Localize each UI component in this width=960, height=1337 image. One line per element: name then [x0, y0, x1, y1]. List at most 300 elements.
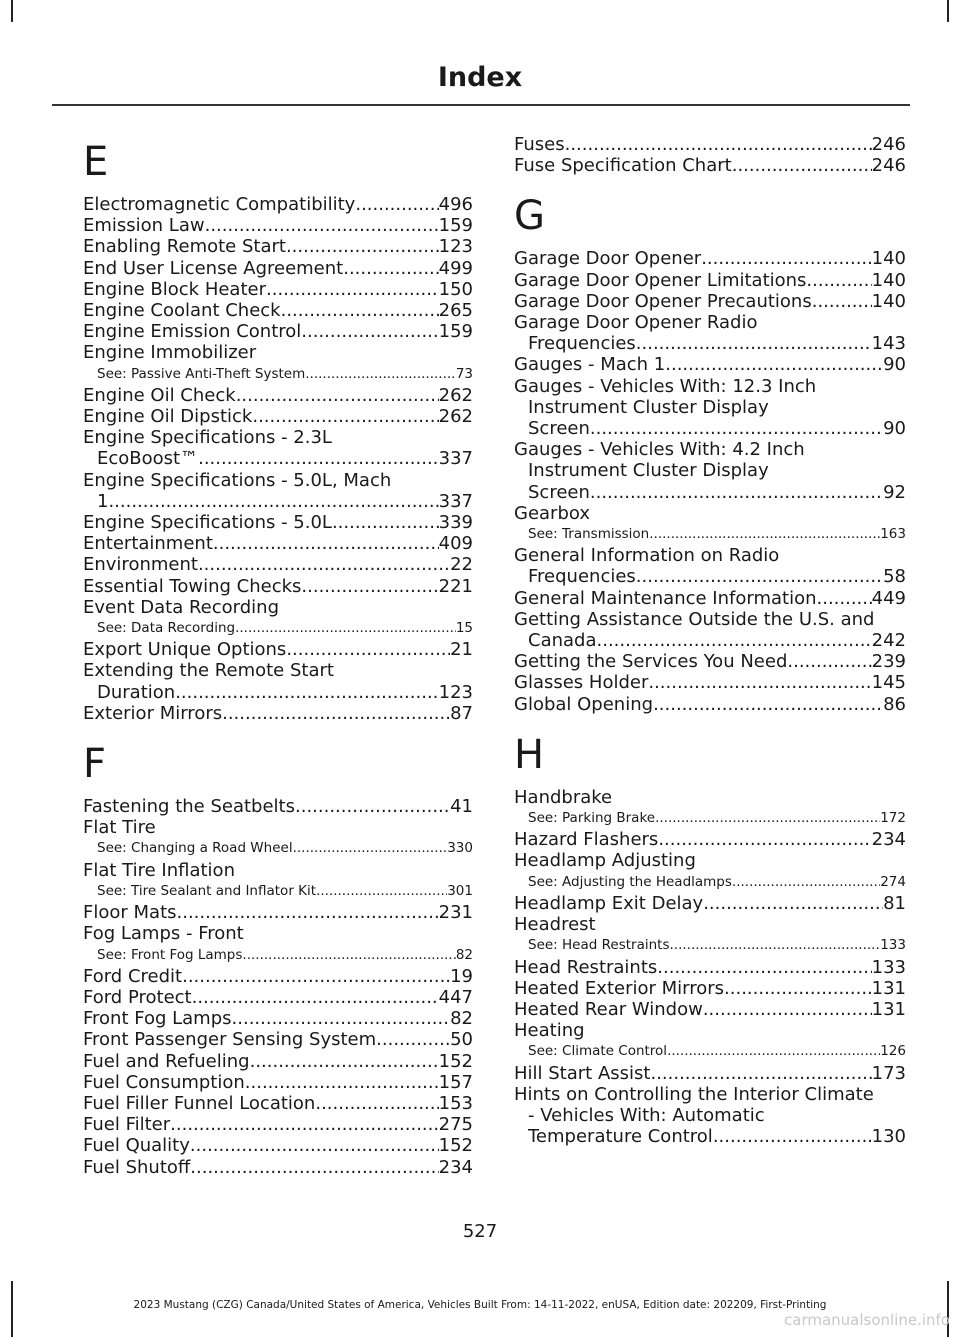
index-entry-text: Floor Mats — [83, 902, 177, 924]
index-entry-text: Screen — [528, 481, 590, 503]
index-entry — [514, 248, 906, 269]
index-entry-page: 41 — [450, 796, 473, 818]
see-text: See: Passive Anti-Theft System — [97, 365, 306, 382]
index-entry — [83, 1029, 473, 1050]
index-entry-page: 221 — [438, 575, 473, 597]
index-entry-line — [83, 406, 473, 427]
crop-mark-top-right — [947, 0, 949, 22]
index-entry — [83, 406, 473, 427]
leader-dots — [232, 1008, 451, 1029]
leader-dots — [667, 1041, 880, 1062]
index-entry-page: 499 — [438, 257, 473, 279]
index-entry-line — [83, 576, 473, 597]
index-entry-page: 92 — [883, 481, 906, 503]
index-entry-page: 262 — [438, 384, 473, 406]
index-entry — [514, 312, 906, 354]
index-entry-text: Canada — [528, 630, 597, 652]
leader-dots — [806, 270, 871, 291]
index-column-left — [83, 134, 473, 1178]
index-entry-line — [83, 1114, 473, 1135]
index-entry — [83, 639, 473, 660]
index-entry-page: 231 — [438, 902, 473, 924]
leader-dots — [650, 1063, 871, 1084]
index-entry — [83, 1093, 473, 1114]
index-entry-text: Engine Emission Control — [83, 321, 302, 343]
see-page: 301 — [447, 882, 473, 899]
index-entry-page: 265 — [438, 300, 473, 322]
index-entry — [514, 439, 906, 503]
index-entry-page: 449 — [871, 587, 906, 609]
leader-dots — [703, 999, 872, 1020]
index-entry-text: Exterior Mirrors — [83, 702, 223, 724]
index-entry-page: 157 — [438, 1071, 473, 1093]
index-entry-text: Entertainment — [83, 533, 213, 555]
leader-dots — [281, 300, 439, 321]
index-entry-line — [83, 279, 473, 300]
index-entry — [514, 1084, 906, 1148]
index-entry-line — [83, 533, 473, 554]
index-entry — [83, 703, 473, 724]
index-entry-text: Ford Protect — [83, 986, 192, 1008]
index-entry — [83, 300, 473, 321]
index-entry-text: General Information on Radio — [514, 545, 780, 567]
leader-dots — [332, 512, 439, 533]
index-entry — [83, 796, 473, 817]
index-entry-text: Garage Door Opener Radio — [514, 312, 758, 334]
leader-dots — [648, 672, 871, 693]
leader-dots — [376, 1029, 450, 1050]
index-entry-text: Ford Credit — [83, 965, 183, 987]
leader-dots — [343, 258, 438, 279]
index-entry-page: 339 — [438, 512, 473, 534]
leader-dots — [301, 321, 438, 342]
index-entry-line — [514, 1063, 906, 1084]
index-entry-page: 82 — [450, 1008, 473, 1030]
leader-dots — [295, 796, 450, 817]
index-entry-text: Hazard Flashers — [514, 829, 659, 851]
index-entry-text: Instrument Cluster Display — [528, 396, 769, 418]
index-entry-line — [514, 630, 906, 651]
index-entry-page: 130 — [871, 1126, 906, 1148]
index-entry — [514, 694, 906, 715]
index-entry — [83, 1135, 473, 1156]
leader-dots — [198, 448, 439, 469]
index-entry-page: 131 — [871, 998, 906, 1020]
index-entry-page: 50 — [450, 1029, 473, 1051]
index-entry-text: Fuel Shutoff — [83, 1156, 191, 1178]
index-entry-text: General Maintenance Information — [514, 587, 817, 609]
leader-dots — [817, 588, 872, 609]
index-entry — [514, 155, 906, 176]
index-entry-line — [514, 829, 906, 850]
see-page: 126 — [880, 1043, 906, 1060]
index-entry-page: 262 — [438, 406, 473, 428]
index-entry-page: 239 — [871, 651, 906, 673]
leader-dots — [590, 418, 883, 439]
index-entry-line — [83, 1029, 473, 1050]
leader-dots — [669, 935, 880, 956]
leader-dots — [316, 881, 447, 902]
index-entry — [83, 1072, 473, 1093]
leader-dots — [242, 945, 455, 966]
leader-dots — [657, 957, 871, 978]
index-entry-page: 90 — [883, 418, 906, 440]
index-entry — [83, 258, 473, 279]
index-entry-text: 1 — [97, 490, 109, 512]
index-entry — [83, 427, 473, 469]
index-entry-line — [514, 270, 906, 291]
crop-mark-top-left — [11, 0, 13, 22]
index-entry-page: 143 — [871, 333, 906, 355]
index-entry-text: Gauges - Mach 1 — [514, 354, 666, 376]
index-entry — [514, 651, 906, 672]
index-entry — [83, 987, 473, 1008]
index-entry — [514, 893, 906, 914]
index-entry — [83, 1157, 473, 1178]
index-see-reference — [514, 808, 906, 829]
index-entry-text: Global Opening — [514, 693, 654, 715]
index-entry — [514, 609, 906, 651]
leader-dots — [655, 808, 880, 829]
section-letter: H — [514, 731, 545, 778]
index-entry-page: 22 — [450, 554, 473, 576]
leader-dots — [732, 155, 872, 176]
index-entry-page: 58 — [883, 566, 906, 588]
leader-dots — [190, 1157, 438, 1178]
index-entry-text: Hill Start Assist — [514, 1062, 651, 1084]
index-entry-page: 140 — [871, 248, 906, 270]
index-see-reference — [514, 524, 906, 545]
index-entry — [83, 660, 473, 702]
leader-dots — [190, 1135, 439, 1156]
index-entry — [83, 533, 473, 554]
index-entry-line — [514, 694, 906, 715]
leader-dots — [286, 236, 439, 257]
index-entry — [83, 215, 473, 236]
index-entry-line — [83, 987, 473, 1008]
index-heading: Flat Tire — [83, 817, 156, 839]
index-entry — [83, 385, 473, 406]
index-entry-text: Engine Specifications - 2.3L — [83, 427, 332, 449]
index-entry-page: 275 — [438, 1114, 473, 1136]
index-entry — [83, 512, 473, 533]
index-entry-text: Garage Door Opener Precautions — [514, 290, 812, 312]
leader-dots — [713, 1126, 872, 1147]
see-page: 274 — [880, 873, 906, 890]
index-entry-page: 90 — [883, 354, 906, 376]
leader-dots — [222, 703, 450, 724]
index-entry — [514, 672, 906, 693]
index-entry-line — [83, 300, 473, 321]
index-entry-line — [83, 1093, 473, 1114]
index-entry-text: Temperature Control — [528, 1126, 713, 1148]
see-text: See: Parking Brake — [528, 810, 656, 827]
index-entry-text: Fuel Consumption — [83, 1071, 245, 1093]
index-entry — [514, 291, 906, 312]
leader-dots — [213, 533, 439, 554]
index-entry-line — [83, 1051, 473, 1072]
index-entry-text: Front Passenger Sensing System — [83, 1029, 377, 1051]
index-entry-page: 246 — [871, 134, 906, 155]
index-entry-text: Fuel Filter — [83, 1114, 171, 1136]
index-entry — [83, 236, 473, 257]
index-entry — [514, 957, 906, 978]
leader-dots — [732, 872, 880, 893]
index-entry-page: 159 — [438, 321, 473, 343]
index-entry-line — [514, 482, 906, 503]
index-entry-line — [83, 385, 473, 406]
page-number: 527 — [462, 1221, 498, 1242]
index-entry — [514, 588, 906, 609]
index-entry-line — [83, 258, 473, 279]
index-entry-page: 21 — [450, 639, 473, 661]
index-entry — [514, 829, 906, 850]
index-entry-text: Essential Towing Checks — [83, 575, 302, 597]
index-entry-text: Engine Specifications - 5.0L — [83, 512, 332, 534]
index-entry-text: Engine Block Heater — [83, 278, 266, 300]
index-entry-line — [514, 651, 906, 672]
leader-dots — [170, 1114, 438, 1135]
index-see-reference — [83, 881, 473, 902]
see-text: See: Changing a Road Wheel — [97, 840, 293, 857]
leader-dots — [192, 987, 439, 1008]
leader-dots — [198, 554, 450, 575]
leader-dots — [703, 893, 883, 914]
index-entry-page: 337 — [438, 448, 473, 470]
index-entry — [514, 270, 906, 291]
index-entry-text: Engine Oil Check — [83, 384, 236, 406]
index-entry-text: Fuse Specification Chart — [514, 155, 732, 177]
index-entry-line — [83, 796, 473, 817]
index-entry-text: Duration — [97, 681, 176, 703]
index-heading: Fog Lamps - Front — [83, 923, 244, 945]
index-entry-text: Fuel Filler Funnel Location — [83, 1092, 316, 1114]
leader-dots — [252, 406, 438, 427]
index-entry-page: 153 — [438, 1092, 473, 1114]
index-see-reference — [514, 935, 906, 956]
see-text: See: Front Fog Lamps — [97, 946, 243, 963]
index-entry-page: 19 — [450, 965, 473, 987]
index-entry-line — [83, 1072, 473, 1093]
index-entry-text: Gauges - Vehicles With: 12.3 Inch — [514, 375, 817, 397]
leader-dots — [266, 279, 439, 300]
index-entry-text: Garage Door Opener Limitations — [514, 269, 807, 291]
leader-dots — [108, 491, 438, 512]
index-column-right — [514, 134, 906, 1147]
index-entry — [83, 470, 473, 512]
index-entry-text: Frequencies — [528, 333, 636, 355]
index-entry — [83, 966, 473, 987]
index-entry-line — [83, 236, 473, 257]
see-text: See: Data Recording — [97, 620, 236, 637]
index-entry-page: 159 — [438, 215, 473, 237]
index-entry-line — [83, 321, 473, 342]
index-entry — [83, 1114, 473, 1135]
index-heading: Handbrake — [514, 786, 613, 808]
index-entry — [83, 321, 473, 342]
index-entry-page: 133 — [871, 956, 906, 978]
index-entry-line — [83, 554, 473, 575]
index-entry-page: 150 — [438, 278, 473, 300]
leader-dots — [250, 1051, 439, 1072]
index-heading: Gearbox — [514, 502, 590, 524]
index-entry-text: Extending the Remote Start — [83, 660, 334, 682]
index-entry-page: 81 — [883, 892, 906, 914]
index-entry-text: Engine Oil Dipstick — [83, 406, 253, 428]
index-entry-line — [514, 418, 906, 439]
index-entry-text: Glasses Holder — [514, 672, 649, 694]
index-entry — [514, 978, 906, 999]
index-heading: Heating — [514, 1020, 585, 1042]
index-entry-text: Fuel Quality — [83, 1135, 190, 1157]
index-entry-line — [514, 566, 906, 587]
index-entry-line — [83, 215, 473, 236]
index-entry-text: - Vehicles With: Automatic — [528, 1104, 765, 1126]
leader-dots — [286, 639, 450, 660]
index-entry-line — [514, 978, 906, 999]
watermark: carmanualsonline.info — [784, 1311, 950, 1329]
leader-dots — [724, 978, 872, 999]
index-entry-text: Front Fog Lamps — [83, 1008, 232, 1030]
index-entry-line — [514, 588, 906, 609]
index-entry-text: Heated Rear Window — [514, 998, 703, 1020]
index-entry-line — [83, 491, 473, 512]
see-page: 163 — [880, 526, 906, 543]
index-entry-page: 246 — [871, 155, 906, 177]
index-entry — [83, 279, 473, 300]
see-text: See: Adjusting the Headlamps — [528, 873, 732, 890]
leader-dots — [301, 576, 438, 597]
index-entry-text: Getting Assistance Outside the U.S. and — [514, 608, 875, 630]
index-entry-text: Getting the Services You Need — [514, 651, 788, 673]
index-entry-line — [514, 1126, 906, 1147]
leader-dots — [701, 248, 871, 269]
leader-dots — [305, 364, 456, 385]
see-page: 15 — [455, 620, 473, 637]
leader-dots — [597, 630, 872, 651]
index-entry-page: 496 — [438, 194, 473, 215]
title-divider — [52, 104, 910, 106]
leader-dots — [653, 694, 883, 715]
index-entry-text: Fuses — [514, 134, 565, 155]
index-entry — [514, 999, 906, 1020]
index-entry-line — [83, 1135, 473, 1156]
see-text: See: Transmission — [528, 526, 650, 543]
index-heading: Engine Immobilizer — [83, 342, 257, 364]
leader-dots — [565, 134, 872, 155]
leader-dots — [590, 482, 883, 503]
index-entry-line — [83, 194, 473, 215]
index-entry-page: 123 — [438, 236, 473, 258]
index-entry-page: 123 — [438, 681, 473, 703]
leader-dots — [205, 215, 439, 236]
index-entry-text: Fastening the Seatbelts — [83, 796, 295, 818]
index-entry-page: 234 — [438, 1156, 473, 1178]
index-entry-line — [514, 893, 906, 914]
index-entry-page: 86 — [883, 693, 906, 715]
leader-dots — [658, 829, 871, 850]
index-entry-text: Environment — [83, 554, 198, 576]
see-text: See: Tire Sealant and Inflator Kit — [97, 882, 317, 899]
leader-dots — [245, 1072, 439, 1093]
index-entry-text: Electromagnetic Compatibility — [83, 194, 356, 215]
leader-dots — [665, 354, 883, 375]
index-heading: Event Data Recording — [83, 596, 280, 618]
index-entry-text: Head Restraints — [514, 956, 658, 978]
index-entry-text: Export Unique Options — [83, 639, 287, 661]
index-entry-text: Fuel and Refueling — [83, 1050, 250, 1072]
index-entry-page: 140 — [871, 269, 906, 291]
index-entry-line — [514, 134, 906, 155]
index-heading: Flat Tire Inflation — [83, 859, 235, 881]
leader-dots — [236, 385, 439, 406]
section-letter: G — [514, 193, 545, 240]
index-entry-line — [514, 672, 906, 693]
index-entry — [514, 1063, 906, 1084]
leader-dots — [649, 524, 880, 545]
index-entry — [83, 554, 473, 575]
index-entry — [514, 354, 906, 375]
index-entry-page: 152 — [438, 1135, 473, 1157]
index-entry-text: EcoBoost™ — [97, 448, 199, 470]
see-page: 330 — [447, 840, 473, 857]
section-letter: E — [83, 139, 109, 185]
index-entry-line — [514, 291, 906, 312]
leader-dots — [355, 194, 438, 215]
section-letter: F — [83, 741, 107, 788]
index-entry-page: 145 — [871, 672, 906, 694]
see-page: 73 — [455, 365, 473, 382]
index-entry-line — [514, 333, 906, 354]
index-entry-page: 409 — [438, 533, 473, 555]
index-entry-line — [514, 155, 906, 176]
index-heading: Headlamp Adjusting — [514, 850, 696, 872]
see-text: See: Head Restraints — [528, 937, 670, 954]
see-text: See: Climate Control — [528, 1043, 668, 1060]
leader-dots — [175, 682, 438, 703]
index-entry-text: Emission Law — [83, 215, 205, 237]
index-entry-line — [514, 354, 906, 375]
index-entry-line — [83, 703, 473, 724]
index-entry-text: End User License Agreement — [83, 257, 344, 279]
index-entry-line — [514, 957, 906, 978]
index-entry — [514, 134, 906, 155]
leader-dots — [182, 966, 450, 987]
index-entry-line — [83, 966, 473, 987]
index-see-reference — [514, 872, 906, 893]
see-page: 133 — [880, 937, 906, 954]
leader-dots — [636, 333, 872, 354]
index-entry-line — [514, 999, 906, 1020]
index-entry-text: Headlamp Exit Delay — [514, 892, 704, 914]
index-entry-page: 173 — [871, 1062, 906, 1084]
index-entry-line — [83, 682, 473, 703]
index-entry-line — [83, 1008, 473, 1029]
index-entry-text: Heated Exterior Mirrors — [514, 977, 725, 999]
index-see-reference — [83, 364, 473, 385]
see-page: 82 — [455, 946, 473, 963]
index-entry-text: Enabling Remote Start — [83, 236, 286, 258]
index-entry-page: 447 — [438, 986, 473, 1008]
index-entry-line — [83, 512, 473, 533]
leader-dots — [787, 651, 871, 672]
leader-dots — [315, 1093, 438, 1114]
index-entry — [83, 1008, 473, 1029]
index-entry-text: Engine Coolant Check — [83, 300, 281, 322]
index-entry-text: Engine Specifications - 5.0L, Mach — [83, 469, 392, 491]
index-entry-line — [83, 1157, 473, 1178]
index-entry-text: Instrument Cluster Display — [528, 460, 769, 482]
